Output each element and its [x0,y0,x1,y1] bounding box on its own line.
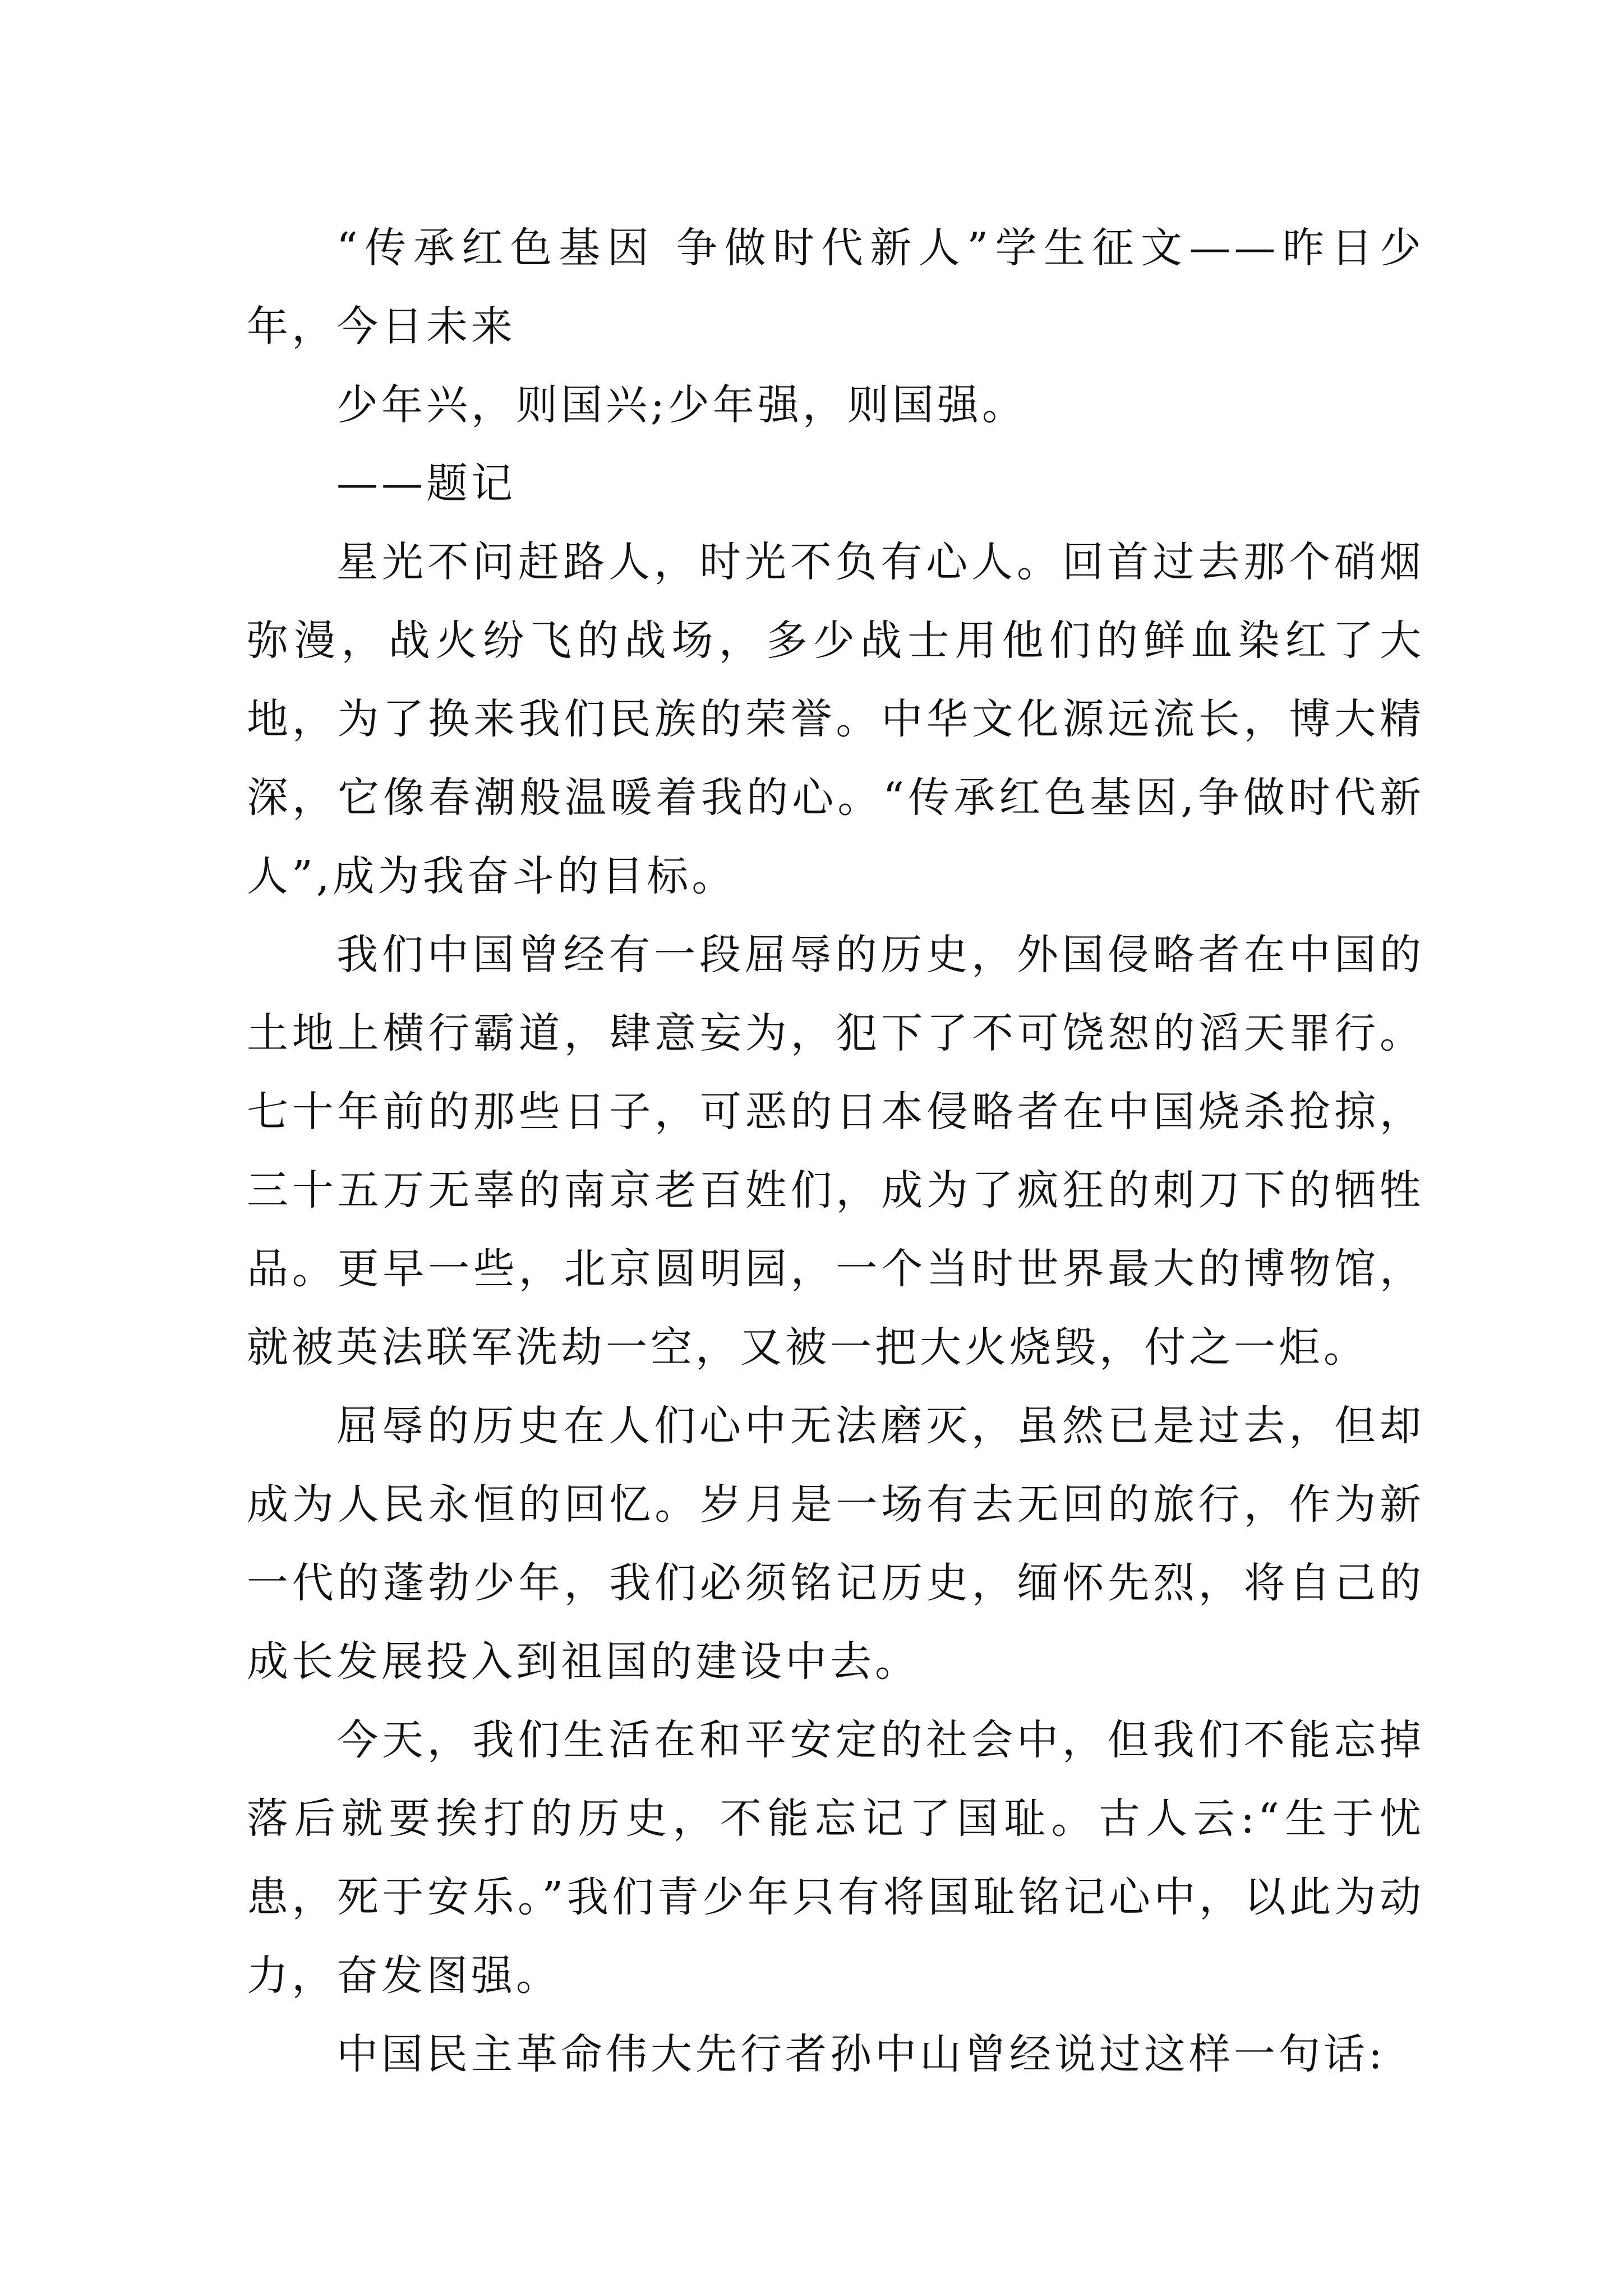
document-body [247,209,1424,2093]
document-title: “传承红色基因 争做时代新人”学生征文——昨日少年，今日未来 [247,224,1424,351]
paragraph-3: 屈辱的历史在人们心中无法磨灭，虽然已是过去，但却成为人民永恒的回忆。岁月是一场有去无回的旅行，作为新一代的蓬勃少年，我们必须铭记历史，缅怀先烈，将自己的成长发展投入到祖国的建设中去。 [247,1402,1424,1686]
paragraph-1: 星光不问赶路人，时光不负有心人。回首过去那个硝烟弥漫，战火纷飞的战场，多少战士用他们的鲜血染红了大地，为了换来我们民族的荣誉。中华文化源远流长，博大精深，它像春潮般温暖着我的心。“传承红色基因,争做时代新人”,成为我奋斗的目标。 [247,538,1424,900]
paragraph-2: 我们中国曾经有一段屈辱的历史，外国侵略者在中国的土地上横行霸道，肆意妄为，犯下了不可饶恕的滔天罪行。七十年前的那些日子，可恶的日本侵略者在中国烧杀抢掠，三十五万无辜的南京老百姓们，成为了疯狂的刺刀下的牺牲品。更早一些，北京圆明园，一个当时世界最大的博物馆，就被英法联军洗劫一空，又被一把大火烧毁，付之一炬。 [247,931,1424,1372]
epigraph: 少年兴，则国兴;少年强，则国强。 [336,381,1027,429]
epigraph-attribution: ——题记 [336,459,516,508]
paragraph-4: 今天，我们生活在和平安定的社会中，但我们不能忘掉落后就要挨打的历史，不能忘记了国耻。古人云:“生于忧患，死于安乐。”我们青少年只有将国耻铭记心中，以此为动力，奋发图强。 [247,1716,1424,2000]
paragraph-5: 中国民主革命伟大先行者孙中山曾经说过这样一句话: [336,2030,1386,2078]
